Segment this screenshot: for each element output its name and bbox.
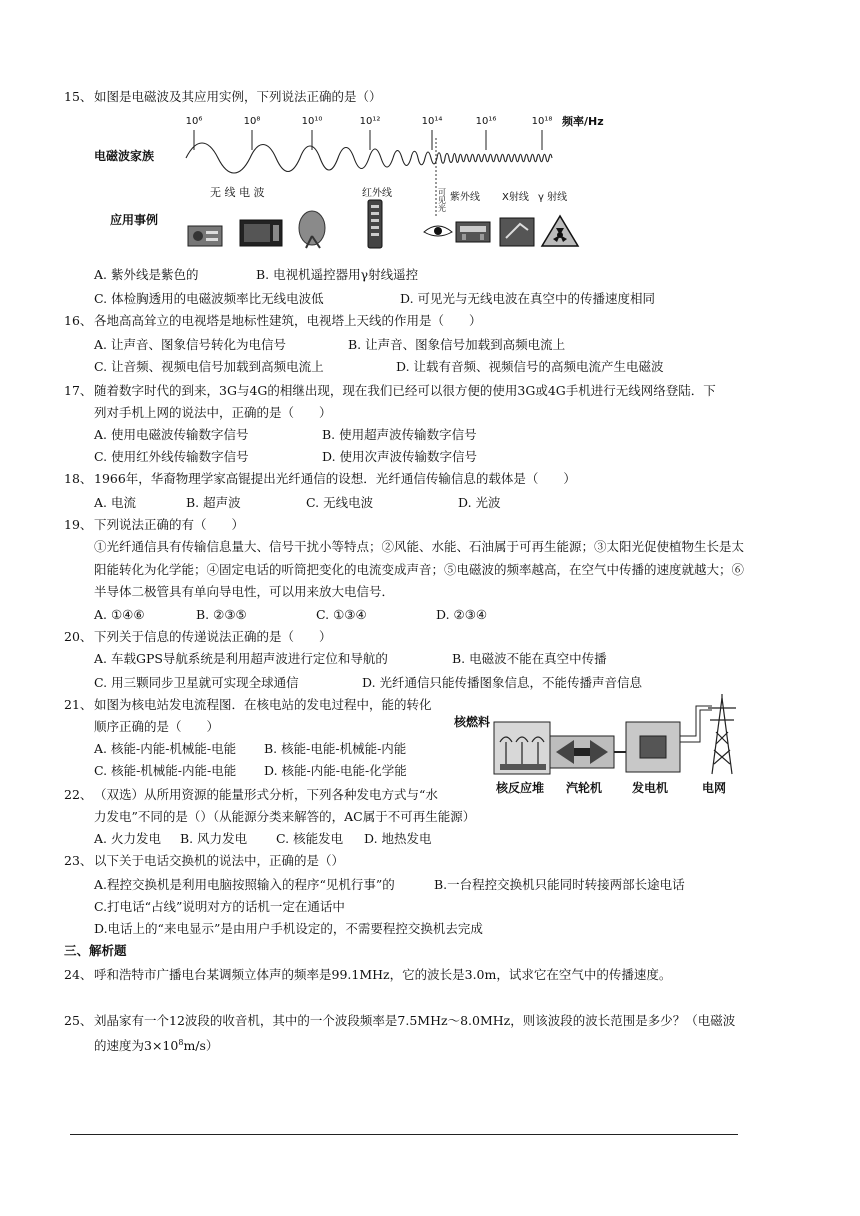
reactor-icon bbox=[494, 722, 550, 774]
option-b: B. ②③⑤ bbox=[196, 607, 247, 622]
band-gamma-label: γ 射线 bbox=[538, 192, 568, 203]
option-d: D. 使用次声波传输数字信号 bbox=[322, 449, 478, 464]
question-number: 23、 bbox=[64, 853, 93, 868]
question-stem: 如图是电磁波及其应用实例，下列说法正确的是（） bbox=[94, 89, 382, 104]
question-stem: 呼和浩特市广播电台某调频立体声的频率是99.1MHz，它的波长是3.0m，试求它在空气中的传播速度。 bbox=[94, 967, 672, 982]
question-number: 19、 bbox=[64, 517, 93, 532]
question-stem: 下列说法正确的有（ ） bbox=[94, 517, 245, 532]
option-b: B. 电视机遥控器用γ射线遥控 bbox=[256, 267, 419, 282]
question-number: 15、 bbox=[64, 89, 93, 104]
option-b: B. 超声波 bbox=[186, 495, 241, 510]
question-number: 25、 bbox=[64, 1013, 93, 1028]
freq-tick: 10¹² bbox=[359, 116, 381, 127]
option-b: B. 使用超声波传输数字信号 bbox=[322, 427, 477, 442]
eye-icon bbox=[424, 226, 452, 236]
question-21 bbox=[64, 694, 432, 716]
option-c: C. ①③④ bbox=[316, 607, 367, 622]
option-a: A. 紫外线是紫色的 bbox=[94, 267, 199, 282]
generator-label: 发电机 bbox=[632, 781, 669, 795]
row-label-em-family: 电磁波家族 bbox=[94, 149, 155, 163]
radio-set-icon bbox=[188, 226, 222, 246]
option-a: A. 车载GPS导航系统是利用超声波进行定位和导航的 bbox=[94, 651, 388, 666]
option-d: D. 光波 bbox=[458, 495, 501, 510]
option-d: D. ②③④ bbox=[436, 607, 488, 622]
footer-divider bbox=[70, 1134, 738, 1135]
option-c: C. 让音频、视频电信号加载到高频电流上 bbox=[94, 359, 324, 374]
stem-text: 的速度为3×10 bbox=[94, 1038, 179, 1054]
question-19 bbox=[64, 514, 244, 536]
turbine-label: 汽轮机 bbox=[566, 781, 603, 795]
row-label-applications: 应用事例 bbox=[110, 213, 159, 227]
power-tower-icon bbox=[708, 694, 736, 774]
question-stem-continued: 顺序正确的是（ ） bbox=[94, 719, 220, 734]
xray-image-icon bbox=[500, 218, 534, 246]
option-c: C. 核能-机械能-内能-电能 bbox=[94, 763, 237, 778]
question-stem: 下列关于信息的传递说法正确的是（ ） bbox=[94, 629, 332, 644]
question-number: 18、 bbox=[64, 471, 93, 486]
em-spectrum-figure bbox=[90, 108, 650, 253]
uv-lamp-icon bbox=[456, 222, 490, 242]
question-23 bbox=[64, 850, 344, 872]
grid-label: 电网 bbox=[702, 781, 727, 795]
option-a: A. 核能-内能-机械能-电能 bbox=[94, 741, 237, 756]
option-b: B. 核能-电能-机械能-内能 bbox=[264, 741, 407, 756]
question-stem: （双选）从所用资源的能量形式分析，下列各种发电方式与“水 bbox=[94, 787, 438, 802]
question-number: 20、 bbox=[64, 629, 93, 644]
microwave-oven-icon bbox=[240, 220, 282, 246]
band-visible-label: 可见光 bbox=[437, 188, 447, 212]
option-a: A. 让声音、图象信号转化为电信号 bbox=[94, 337, 286, 352]
em-wave bbox=[186, 143, 552, 173]
band-radio-label: 无 线 电 波 bbox=[210, 186, 265, 199]
question-17 bbox=[64, 380, 716, 402]
question-20 bbox=[64, 626, 332, 648]
question-number: 21、 bbox=[64, 697, 93, 712]
question-stem-continued bbox=[94, 1032, 218, 1057]
question-stem: 如图为核电站发电流程图．在核电站的发电过程中，能的转化 bbox=[94, 697, 432, 712]
section-heading: 三、解析题 bbox=[64, 943, 127, 958]
fuel-label: 核燃料 bbox=[454, 715, 491, 729]
question-stem-continued: 力发电”不同的是（）（从能源分类来解答的，AC属于不可再生能源） bbox=[94, 809, 476, 824]
question-number: 16、 bbox=[64, 313, 93, 328]
option-d: D. 地热发电 bbox=[364, 831, 432, 846]
question-stem: 1966年，华裔物理学家高锟提出光纤通信的设想．光纤通信传输信息的载体是（ ） bbox=[94, 471, 576, 486]
option-a: A. ①④⑥ bbox=[94, 607, 145, 622]
option-c: C. 使用红外线传输数字信号 bbox=[94, 449, 249, 464]
option-c: C. 用三颗同步卫星就可实现全球通信 bbox=[94, 675, 299, 690]
option-c: C. 体检胸透用的电磁波频率比无线电波低 bbox=[94, 291, 324, 306]
question-stem-continued: 列对手机上网的说法中，正确的是（ ） bbox=[94, 405, 332, 420]
question-stem: 各地高高耸立的电视塔是地标性建筑，电视塔上天线的作用是（ ） bbox=[94, 313, 482, 328]
statement-list: ①光纤通信具有传输信息量大、信号干扰小等特点；②风能、水能、石油属于可再生能源；③太阳光促使植物生长是太阳能转化为化学能；④固定电话的听筒把变化的电流变成声音；⑤电磁波的频率越高，在空气中传播的速度就越大；⑥半导体二极管具有单向导电性，可以用来放大电信号． bbox=[94, 539, 745, 599]
band-uv-label: 紫外线 bbox=[450, 192, 480, 203]
question-15 bbox=[64, 86, 382, 108]
radiation-warning-icon bbox=[542, 216, 578, 246]
stem-text: m/s） bbox=[183, 1038, 219, 1054]
frequency-ticks bbox=[186, 116, 553, 127]
generator-icon bbox=[626, 722, 680, 772]
question-number: 22、 bbox=[64, 787, 93, 802]
option-c: C.打电话“占线”说明对方的话机一定在通话中 bbox=[94, 899, 345, 914]
option-c: C. 核能发电 bbox=[276, 831, 344, 846]
option-b: B.一台程控交换机只能同时转接两部长途电话 bbox=[434, 877, 685, 892]
remote-control-icon bbox=[368, 200, 382, 248]
freq-tick: 10⁸ bbox=[243, 116, 261, 127]
option-d: D.电话上的“来电显示”是由用户手机设定的，不需要程控交换机去完成 bbox=[94, 921, 483, 936]
option-a: A.程控交换机是利用电脑按照输入的程序“见机行事”的 bbox=[94, 877, 395, 892]
freq-tick: 10¹⁰ bbox=[301, 116, 323, 127]
freq-tick: 10⁶ bbox=[185, 116, 203, 127]
option-a: A. 使用电磁波传输数字信号 bbox=[94, 427, 249, 442]
question-18 bbox=[64, 468, 576, 490]
question-stem: 刘晶家有一个12波段的收音机，其中的一个波段频率是7.5MHz～8.0MHz，则该波段的波长范围是多少？（电磁波 bbox=[94, 1013, 736, 1028]
freq-unit: 频率/Hz bbox=[562, 115, 604, 128]
option-d: D. 可见光与无线电波在真空中的传播速度相同 bbox=[400, 291, 656, 306]
option-b: B. 电磁波不能在真空中传播 bbox=[452, 651, 607, 666]
question-number: 24、 bbox=[64, 967, 93, 982]
option-a: A. 火力发电 bbox=[94, 831, 161, 846]
option-a: A. 电流 bbox=[94, 495, 136, 510]
band-ir-label: 红外线 bbox=[362, 188, 392, 199]
question-25 bbox=[64, 1010, 735, 1032]
freq-tick: 10¹⁶ bbox=[475, 116, 497, 127]
option-b: B. 风力发电 bbox=[180, 831, 248, 846]
stem-exponent: 8 bbox=[178, 1038, 184, 1047]
turbine-icon bbox=[550, 736, 614, 768]
option-c: C. 无线电波 bbox=[306, 495, 374, 510]
option-b: B. 让声音、图象信号加载到高频电流上 bbox=[348, 337, 566, 352]
option-d: D. 核能-内能-电能-化学能 bbox=[264, 763, 407, 778]
option-d: D. 让载有音频、视频信号的高频电流产生电磁波 bbox=[396, 359, 664, 374]
band-xray-label: X射线 bbox=[502, 192, 529, 203]
question-stem: 随着数字时代的到来，3G与4G的相继出现，现在我们已经可以很方便的使用3G或4G手机进行无线网络登陆．下 bbox=[94, 383, 716, 398]
freq-tick: 10¹⁴ bbox=[421, 116, 443, 127]
question-24 bbox=[64, 964, 671, 986]
option-d: D. 光纤通信只能传播图象信息，不能传播声音信息 bbox=[362, 675, 643, 690]
reactor-label: 核反应堆 bbox=[496, 781, 545, 795]
nuclear-plant-flow-figure bbox=[450, 692, 750, 802]
question-stem: 以下关于电话交换机的说法中，正确的是（） bbox=[94, 853, 345, 868]
satellite-dish-icon bbox=[299, 211, 325, 248]
question-16 bbox=[64, 310, 482, 332]
question-number: 17、 bbox=[64, 383, 93, 398]
question-22 bbox=[64, 784, 438, 806]
freq-tick: 10¹⁸ bbox=[531, 116, 553, 127]
